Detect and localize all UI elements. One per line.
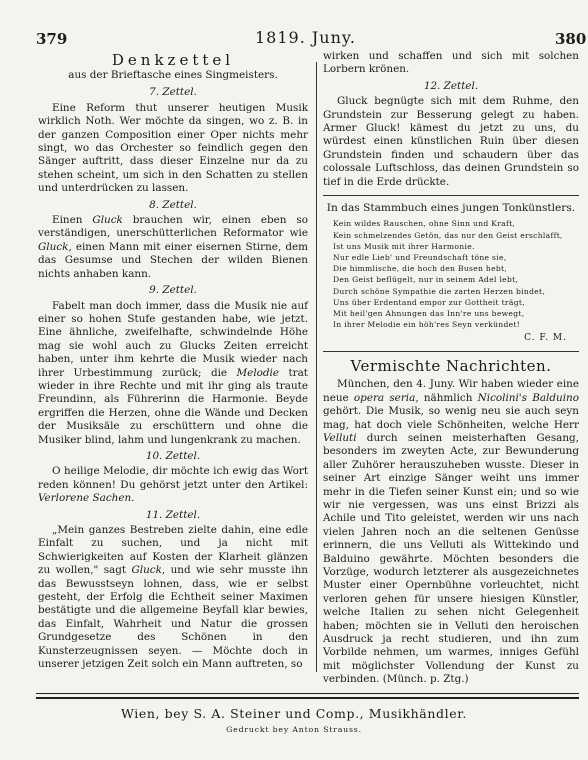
poem-line: Die himmlische, die hoch den Busen hebt,	[333, 264, 508, 274]
footer-rule	[36, 697, 579, 699]
issue-date: 1819. Juny.	[255, 28, 356, 47]
article-subtitle: aus der Brieftasche eines Singmeisters.	[68, 69, 278, 81]
section-divider	[323, 195, 579, 196]
zettel-paragraph: O heilige Melodie, dir möchte ich ewig das Wort reden können! Du gehörst jetzt unter den Artikel: Verlorene Sachen.	[38, 465, 308, 505]
poem-line: Kein schmelzendes Getön, das nur den Geist erschlafft,	[333, 230, 563, 240]
article-title: Denkzettel	[111, 51, 235, 69]
zettel-paragraph: Gluck begnügte sich mit dem Ruhme, den Grundstein zur Besserung gelegt zu haben. Armer Gluck! kämest du jetzt zu uns, du würdest einen künstlichen Ruin über diesen Grundstein finden und schaudern über das colossale Luftschloss, das deinen Grundstein so tief in die Erde drückte.	[323, 95, 579, 188]
poem-line: Den Geist beflügelt, nur in seinem Adel lebt,	[333, 275, 519, 285]
page-number-left: 379	[36, 30, 68, 48]
zettel-heading: 9. Zettel.	[149, 284, 197, 297]
poem-signature: C. F. M.	[524, 332, 567, 343]
zettel-paragraph: „Mein ganzes Bestreben zielte dahin, eine edle Einfalt zu suchen, und ja nicht mit Schwierigkeiten auf Kosten der Klarheit glänzen zu wollen," sagt Gluck, und wie sehr musste ihn das Bewusstseyn lohnen, dass, wie er selbst gesteht, der Erfolg die Echtheit seiner Maximen bestätigte und die allgemeine Beyfall klar bewies, das Einfalt, Wahrheit und Natur die grossen Grundgesetze des Schönen in den Kunsterzeugnissen seyen. — Möchte doch in unserer jetzigen Zeit solch ein Mann auftreten, so	[38, 524, 308, 671]
zettel-heading: 10. Zettel.	[145, 449, 201, 462]
poem-title: In das Stammbuch eines jungen Tonkünstlers.	[326, 202, 576, 215]
poem-line: Nur edle Lieb' und Freundschaft töne sie,	[333, 253, 507, 263]
right-column	[323, 50, 579, 687]
zettel-heading: 7. Zettel.	[149, 86, 197, 99]
news-heading: Vermischte Nachrichten.	[350, 356, 552, 375]
continued-paragraph: wirken und schaffen und sich mit solchen Lorbern krönen.	[323, 50, 579, 76]
column-separator	[316, 62, 317, 672]
section-divider	[323, 351, 579, 352]
poem-line: Mit heil'gen Ahnungen das Inn're uns bewegt,	[333, 309, 525, 319]
zettel-heading: 11. Zettel.	[145, 508, 201, 521]
left-column	[38, 50, 308, 671]
poem-line: In ihrer Melodie ein höh'res Seyn verkündet!	[333, 320, 521, 330]
poem	[323, 218, 579, 330]
poem-line: Durch schöne Sympathie die zarten Herzen bindet,	[333, 286, 546, 296]
poem-line: Uns über Erdentand empor zur Gottheit trägt,	[333, 297, 525, 307]
publisher-imprint: Wien, bey S. A. Steiner und Comp., Musikhändler.	[121, 706, 467, 721]
zettel-paragraph: Fabelt man doch immer, dass die Musik nie auf einer so hohen Stufe gestanden habe, wie jetzt. Eine ähnliche, zweifelhafte, schwindelnde Höhe mag sie wohl auch zu Glucks Zeiten erreicht haben, unter ihm kehrte die Musik wieder nach ihrer Urbestimmung zurück; die Melodie trat wieder in ihre Rechte und mit ihr ging als traute Freundinn, als Führerinn die Harmonie. Beyde ergriffen die Herzen, ohne die Wände und Decken der Musiksäle zu erschüttern und ohne die Musiker blind, lahm und lungenkrank zu machen.	[38, 299, 308, 446]
poem-line: Ist uns Musik mit ihrer Harmonie.	[333, 241, 475, 251]
zettel-heading: 8. Zettel.	[149, 198, 197, 211]
poem-line: Kein wildes Rauschen, ohne Sinn und Kraft,	[333, 219, 516, 229]
printer-imprint: Gedruckt bey Anton Strauss.	[226, 725, 362, 734]
news-paragraph: München, den 4. Juny. Wir haben wieder eine neue opera seria, nähmlich Nicolini's Balduino gehört. Die Musik, so wenig neu sie auch seyn mag, hat doch viele Schönheiten, welche Herr Velluti durch seinen meisterhaften Gesang, besonders im zweyten Acte, zur Bewunderung aller Zuhörer herauszuheben wusste. Dieser in seiner Art einzige Sänger weiht uns immer mehr in die Tiefen seiner Kunst ein; und so wie wir nie vergessen, was uns einst Brizzi als Achile und Tito geleistet, werden wir uns nach vielen Jahren noch an die seltenen Genüsse erinnern, die uns Velluti als Wittekindo und Balduino gewährte. Möchten besonders die Vorzüge, wodurch letzterer als ausgezeichnetes Muster einer Opernbühne vorleuchtet, nicht verloren gehen für unsere hiesigen Künstler, welche Italien zu sehen nicht Gelegenheit haben; möchten sie in Velluti den heroischen Ausdruck ja recht studieren, und ihn zum Vorbilde nehmen, um warmes, inniges Gefühl mit möglichster Vollendung der Kunst zu verbinden. (Münch. p. Ztg.)	[323, 378, 579, 686]
zettel-paragraph: Einen Gluck brauchen wir, einen eben so verständigen, unerschütterlichen Reformator wie Gluck, einen Mann mit einer eisernen Stirne, dem das Gesumse und Stechen der wilden Bienen nichts anhaben kann.	[38, 214, 308, 280]
zettel-heading: 12. Zettel.	[423, 79, 479, 92]
page-number-right: 380	[555, 30, 587, 48]
zettel-paragraph: Eine Reform thut unserer heutigen Musik wirklich Noth. Wer möchte da singen, wo z. B. in der ganzen Composition einer Oper nichts mehr singt, wo das Orchester so feindlich gegen den Sänger auftritt, dass dieser Einzelne nur da zu stehen scheint, um sich in den Schatten zu stellen und unterdrücken zu lassen.	[38, 101, 308, 195]
footer-rule	[36, 693, 579, 694]
